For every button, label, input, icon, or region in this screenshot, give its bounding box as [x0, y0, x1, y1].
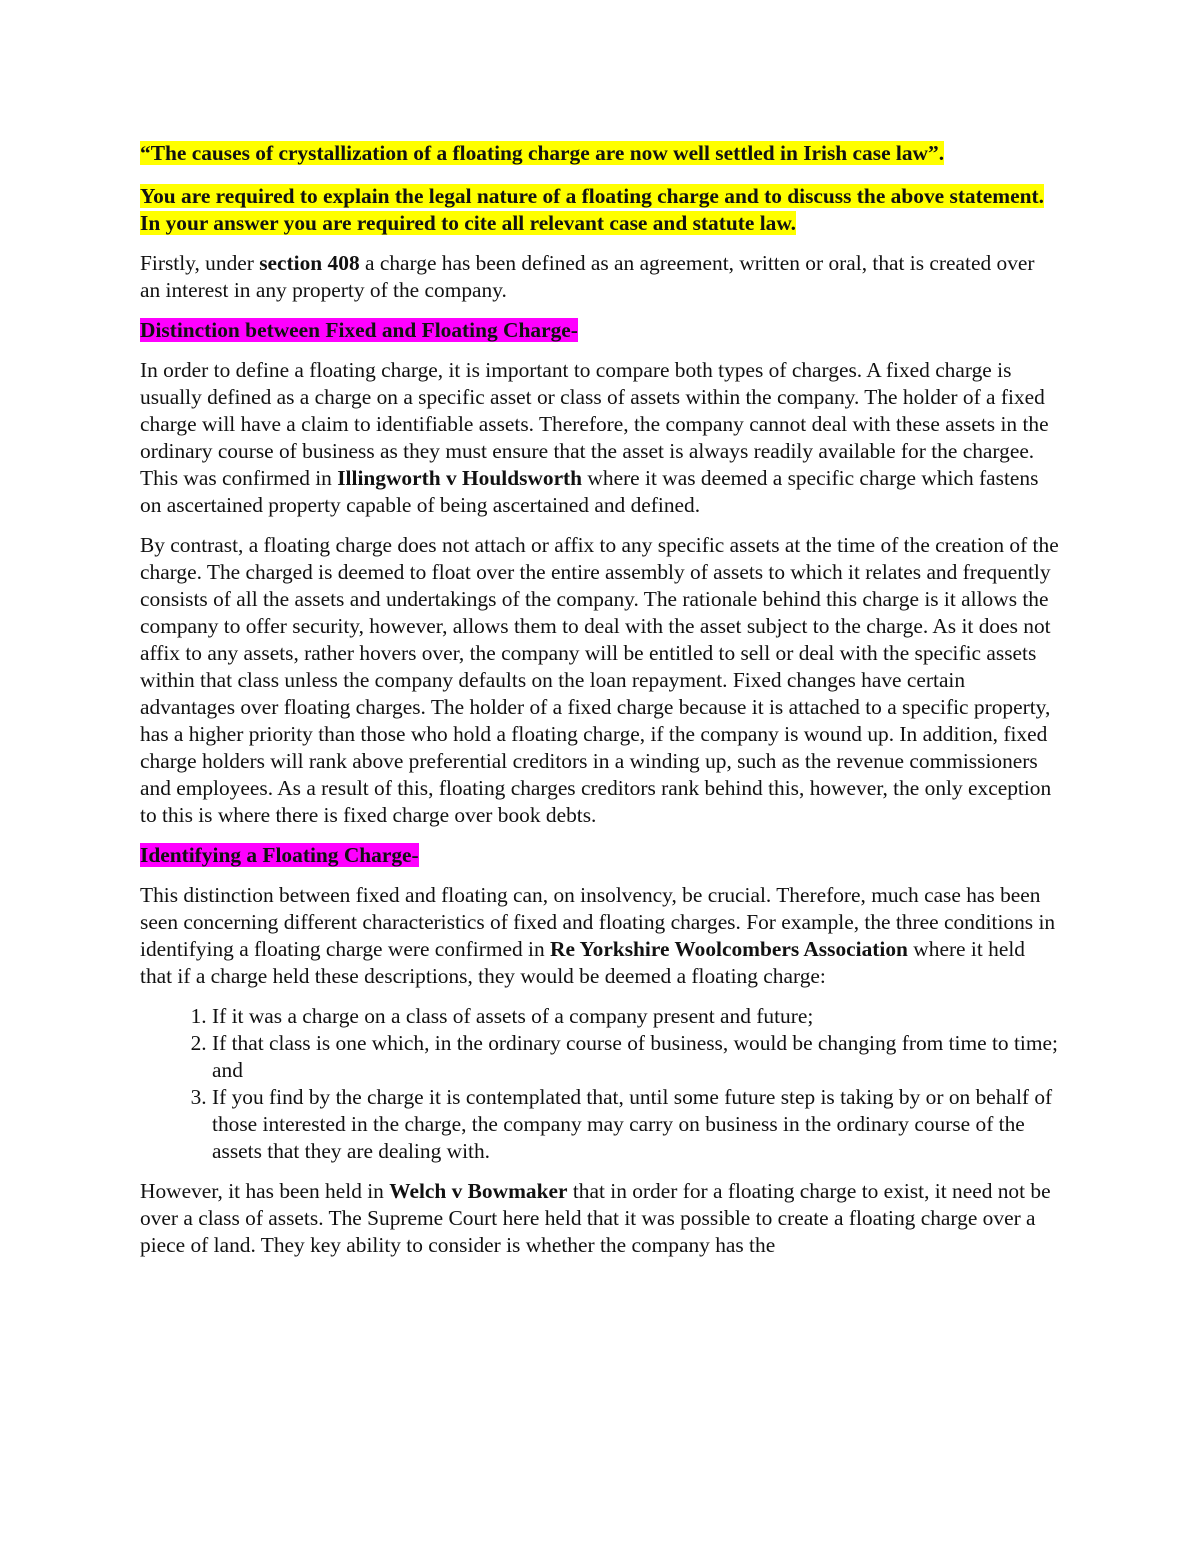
paragraph-floating-charge: By contrast, a floating charge does not attach or affix to any specific assets at the time of the creation of the charge. The charged is deemed to float over the entire assembly of assets to which it relates and frequently consists of all the assets and undertakings of the company. The rationale behind this charge is it allows the company to offer security, however, allows them to deal with the asset subject to the charge. As it does not affix to any assets, rather hovers over, the company will be entitled to sell or deal with the specific assets within that class unless the company defaults on the loan repayment. Fixed changes have certain advantages over floating charges. The holder of a fixed charge because it is attached to a specific property, has a higher priority than those who hold a floating charge, if the company is wound up. In addition, fixed charge holders will rank above preferential creditors in a winding up, such as the revenue commissioners and employees. As a result of this, floating charges creditors rank behind this, however, the only exception to this is where there is fixed charge over book debts.: [140, 533, 1059, 827]
list-item: 1. If it was a charge on a class of assets of a company present and future;: [212, 1003, 1060, 1030]
intro-text: Firstly, under: [140, 251, 260, 275]
heading-identifying-text: Identifying a Floating Charge-: [140, 843, 419, 867]
question-quote: [140, 140, 1060, 167]
list-item: 3. If you find by the charge it is contemplated that, until some future step is taking by or on behalf of those interested in the charge, the company may carry on business in the ordinary course of the assets that they are dealing with.: [212, 1084, 1060, 1165]
question-quote-text: “The causes of crystallization of a floating charge are now well settled in Irish case law”.: [140, 141, 945, 165]
paragraph-text-continued: that in order for a floating charge to exist, it need not be over a class of assets. The Supreme Court here held that it was possible to create a floating charge over a piece of land. They key ability to consider is whether the company has the: [140, 1179, 1051, 1257]
list-item: 2. If that class is one which, in the ordinary course of business, would be changing from time to time; and: [212, 1030, 1060, 1084]
paragraph-text-continued: where it held that if a charge held these descriptions, they would be deemed a floating charge:: [140, 937, 1025, 988]
paragraph-identifying: [140, 882, 1060, 990]
paragraph-text-continued: where it was deemed a specific charge which fastens on ascertained property capable of being ascertained and defined.: [140, 466, 1039, 517]
case-reference: Re Yorkshire Woolcombers Association: [550, 937, 908, 961]
paragraph-text: In order to define a floating charge, it is important to compare both types of charges. A fixed charge is usually defined as a charge on a specific asset or class of assets within the company. The holder of a fixed charge will have a claim to identifiable assets. Therefore, the company cannot deal with these assets in the ordinary course of business as they must ensure that the asset is always readily available for the chargee. This was confirmed in: [140, 358, 1049, 490]
statute-reference: section 408: [259, 251, 360, 275]
question-instruction: [140, 183, 1060, 237]
paragraph-fixed-charge: [140, 357, 1060, 519]
conditions-list: [140, 1003, 1060, 1165]
intro-paragraph: [140, 250, 1060, 304]
case-reference: Illingworth v Houldsworth: [337, 466, 583, 490]
question-instruction-text: You are required to explain the legal nature of a floating charge and to discuss the above statement. In your answer you are required to cite all relevant case and statute law.: [140, 184, 1044, 235]
section-heading-identifying: [140, 842, 1060, 869]
section-heading-distinction: [140, 317, 1060, 344]
paragraph-welch: [140, 1178, 1060, 1259]
case-reference: Welch v Bowmaker: [389, 1179, 568, 1203]
intro-text-continued: a charge has been defined as an agreement, written or oral, that is created over an interest in any property of the company.: [140, 251, 1035, 302]
paragraph-text: This distinction between fixed and floating can, on insolvency, be crucial. Therefore, much case has been seen concerning different characteristics of fixed and floating charges. For example, the three conditions in identifying a floating charge were confirmed in: [140, 883, 1056, 961]
paragraph-text: However, it has been held in: [140, 1179, 390, 1203]
heading-distinction-text: Distinction between Fixed and Floating Charge-: [140, 318, 578, 342]
